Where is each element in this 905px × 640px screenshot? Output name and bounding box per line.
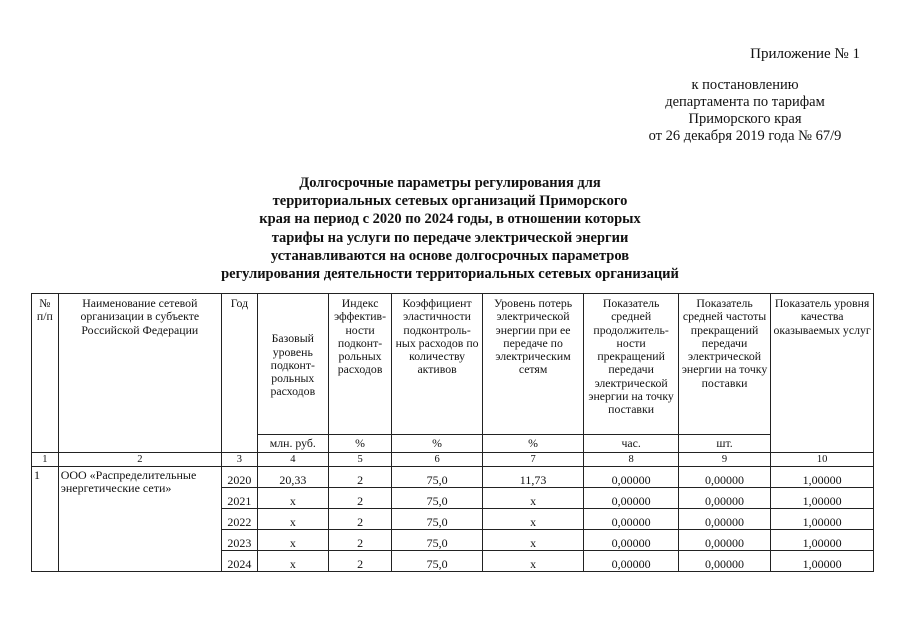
- org-number: 1: [32, 467, 59, 572]
- column-number-row: [32, 453, 874, 467]
- org-name: ООО «Распределительные энергетические сети»: [58, 467, 221, 572]
- duration-cell: 0,00000: [584, 551, 678, 572]
- duration-cell: 0,00000: [584, 530, 678, 551]
- losses-cell: x: [482, 488, 584, 509]
- index-cell: 2: [328, 509, 392, 530]
- header-cell: Показатель уровня качества оказываемых услуг: [771, 294, 874, 435]
- header-row: [32, 294, 874, 435]
- base-cell: x: [257, 530, 328, 551]
- title-line: Долгосрочные параметры регулирования для: [299, 175, 601, 191]
- duration-cell: 0,00000: [584, 488, 678, 509]
- column-number: 9: [678, 453, 770, 467]
- header-cell: Показатель средней частоты прекращений передачи электрической энергии на точку поставки: [678, 294, 770, 435]
- unit-cell: [32, 435, 59, 453]
- elasticity-cell: 75,0: [392, 509, 482, 530]
- frequency-cell: 0,00000: [678, 509, 770, 530]
- unit-cell: шт.: [678, 435, 770, 453]
- units-row: [32, 435, 874, 453]
- appendix-block: [600, 8, 890, 145]
- title-line: регулирования деятельности территориальных сетевых организаций: [221, 266, 679, 283]
- losses-cell: x: [482, 530, 584, 551]
- column-number: 3: [221, 453, 257, 467]
- year-cell: 2021: [221, 488, 257, 509]
- year-cell: 2022: [221, 509, 257, 530]
- index-cell: 2: [328, 467, 392, 488]
- unit-cell: час.: [584, 435, 678, 453]
- year-cell: 2020: [221, 467, 257, 488]
- losses-cell: x: [482, 509, 584, 530]
- year-cell: 2023: [221, 530, 257, 551]
- appendix-line: к постановлению: [691, 77, 799, 93]
- year-cell: 2024: [221, 551, 257, 572]
- duration-cell: 0,00000: [584, 467, 678, 488]
- unit-cell: %: [482, 435, 584, 453]
- header-cell: Год: [221, 294, 257, 435]
- parameters-table: [31, 293, 874, 572]
- column-number: 1: [32, 453, 59, 467]
- document-title: [195, 174, 705, 283]
- appendix-line: от 26 декабря 2019 года № 67/9: [648, 128, 842, 144]
- column-number: 7: [482, 453, 584, 467]
- frequency-cell: 0,00000: [678, 530, 770, 551]
- appendix-line: департамента по тарифам: [665, 94, 825, 110]
- frequency-cell: 0,00000: [678, 467, 770, 488]
- quality-cell: 1,00000: [771, 509, 874, 530]
- quality-cell: 1,00000: [771, 530, 874, 551]
- header-cell: Коэффициент эластичности подконтроль-ных расходов по количеству активов: [392, 294, 482, 435]
- header-cell: Наименование сетевой организации в субъекте Российской Федерации: [58, 294, 221, 435]
- header-cell: Уровень потерь электрической энергии при ее передаче по электрическим сетям: [482, 294, 584, 435]
- unit-cell: [771, 435, 874, 453]
- title-line: территориальных сетевых организаций Приморского: [272, 193, 628, 210]
- quality-cell: 1,00000: [771, 551, 874, 572]
- table-row: [32, 467, 874, 488]
- column-number: 4: [257, 453, 328, 467]
- column-number: 8: [584, 453, 678, 467]
- title-line: устанавливаются на основе долгосрочных параметров: [270, 247, 630, 264]
- title-line: края на период с 2020 по 2024 годы, в отношении которых: [259, 211, 641, 228]
- appendix-line: Приморского края: [688, 111, 802, 127]
- column-number: 6: [392, 453, 482, 467]
- quality-cell: 1,00000: [771, 467, 874, 488]
- base-cell: x: [257, 488, 328, 509]
- base-cell: x: [257, 551, 328, 572]
- frequency-cell: 0,00000: [678, 488, 770, 509]
- elasticity-cell: 75,0: [392, 551, 482, 572]
- losses-cell: 11,73: [482, 467, 584, 488]
- index-cell: 2: [328, 551, 392, 572]
- column-number: 10: [771, 453, 874, 467]
- duration-cell: 0,00000: [584, 509, 678, 530]
- elasticity-cell: 75,0: [392, 488, 482, 509]
- losses-cell: x: [482, 551, 584, 572]
- unit-cell: [221, 435, 257, 453]
- unit-cell: млн. руб.: [257, 435, 328, 453]
- column-number: 5: [328, 453, 392, 467]
- elasticity-cell: 75,0: [392, 530, 482, 551]
- elasticity-cell: 75,0: [392, 467, 482, 488]
- appendix-title: Приложение № 1: [750, 46, 860, 62]
- header-cell: Показатель средней продолжитель-ности прекращений передачи электрической энергии на точку поставки: [584, 294, 678, 435]
- header-cell: № п/п: [32, 294, 59, 435]
- unit-cell: [58, 435, 221, 453]
- index-cell: 2: [328, 530, 392, 551]
- base-cell: 20,33: [257, 467, 328, 488]
- index-cell: 2: [328, 488, 392, 509]
- title-line: тарифы на услуги по передаче электрической энергии: [271, 229, 629, 246]
- header-cell: Индекс эффектив-ности подконт-рольных расходов: [328, 294, 392, 435]
- unit-cell: %: [328, 435, 392, 453]
- column-number: 2: [58, 453, 221, 467]
- base-cell: x: [257, 509, 328, 530]
- unit-cell: %: [392, 435, 482, 453]
- quality-cell: 1,00000: [771, 488, 874, 509]
- header-cell: Базовый уровень подконт-рольных расходов: [257, 294, 328, 435]
- frequency-cell: 0,00000: [678, 551, 770, 572]
